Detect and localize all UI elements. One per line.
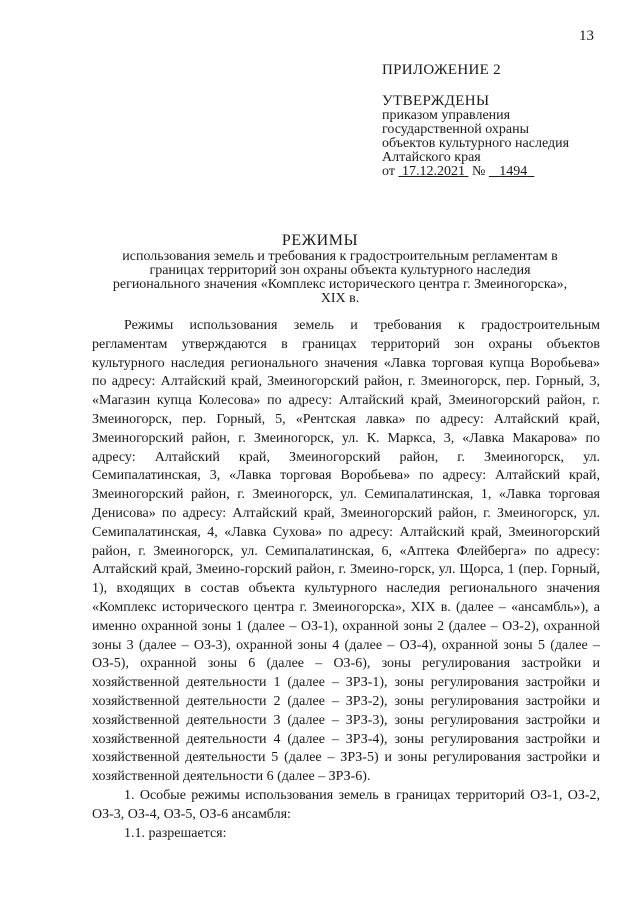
document-title: РЕЖИМЫ bbox=[281, 232, 359, 249]
approval-block bbox=[382, 94, 602, 179]
approval-line: Алтайского края bbox=[382, 150, 481, 165]
approval-number: 1494 bbox=[499, 164, 528, 179]
item-1-1-paragraph: 1.1. разрешается: bbox=[124, 825, 227, 841]
intro-paragraph: Режимы использования земель и требования к градостроительным регламентам утверждаются в границах территорий зон охраны объектов культурного наследия регионального значения «Лавка торговая купца Воробьева» по адресу: Алтайский край, Змеиногорский район, г. Змеиногорск, пер. Горный, 3, «Магазин купца Колесова» по адресу: Алтайский край, Змеиногорский район, г. Змеиногорск, пер. Горный, 5, «Рентская лавка» по адресу: Алтайский край, Змеиногорский район, г. Змеиногорск, ул. К. Маркса, 3, «Лавка Макарова» по адресу: Алтайский край, Змеиногорский район, г. Змеиногорск, ул. Семипалатинская, 3, «Лавка торговая Воробьева» по адресу: Алтайский край, Змеиногорский район, г. Змеиногорск, ул. Семипалатинская, 1, «Лавка торговая Денисова» по адресу: Алтайский край, Змеиногорский район, г. Змеиногорск, ул. Семипалатинская, 4, «Лавка Сухова» по адресу: Алтайский край, Змеиногорский район, г. Змеиногорск, ул. Семипалатинская, 6, «Аптека Флейберга» по адресу: Алтайский край, Змеино-горский район, г. Змеино-горск, ул. Щорса, 1 (пер. Горный, 1), входящих в состав объекта культурного наследия регионального значения «Комплекс исторического центра г. Змеиногорска», XIX в. (далее – «ансамбль»), а именно охранной зоны 1 (далее – ОЗ-1), охранной зоны 2 (далее – ОЗ-2), охранной зоны 3 (далее – ОЗ-3), охранной зоны 4 (далее – ОЗ-4), охранной зоны 5 (далее – ОЗ-5), охранной зоны 6 (далее – ОЗ-6), зоны регулирования застройки и хозяйственной деятельности 1 (далее – ЗРЗ-1), зоны регулирования застройки и хозяйственной деятельности 2 (далее – ЗРЗ-2), зоны регулирования застройки и хозяйственной деятельности 3 (далее – ЗРЗ-3), зоны регулирования застройки и хозяйственной деятельности 4 (далее – ЗРЗ-4), зоны регулирования застройки и хозяйственной деятельности 5 (далее – ЗРЗ-5) и зоны регулирования застройки и хозяйственной деятельности 6 (далее – ЗРЗ-6). bbox=[92, 318, 600, 785]
approval-date-line bbox=[382, 165, 602, 179]
date-prefix: от bbox=[382, 164, 395, 179]
number-sign: № bbox=[471, 164, 486, 179]
page-number: 13 bbox=[579, 28, 594, 44]
approval-line: приказом управления bbox=[382, 108, 511, 123]
document-body bbox=[92, 317, 600, 843]
appendix-heading: ПРИЛОЖЕНИЕ 2 bbox=[382, 62, 501, 78]
item-1-paragraph: 1. Особые режимы использования земель в границах территорий ОЗ-1, ОЗ-2, ОЗ-3, ОЗ-4, ОЗ-5, ОЗ-6 ансамбля: bbox=[92, 787, 600, 822]
approval-date: 17.12.2021 bbox=[401, 164, 465, 179]
approval-line: государственной охраны bbox=[382, 122, 530, 137]
document-subtitle: использования земель и требования к градостроительным регламентам в границах территорий зон охраны объекта культурного наследия регионального значения «Комплекс исторического центра г. Змеиногорска», XIX в. bbox=[112, 249, 568, 306]
approved-heading: УТВЕРЖДЕНЫ bbox=[382, 93, 490, 109]
approval-line: объектов культурного наследия bbox=[382, 136, 570, 151]
